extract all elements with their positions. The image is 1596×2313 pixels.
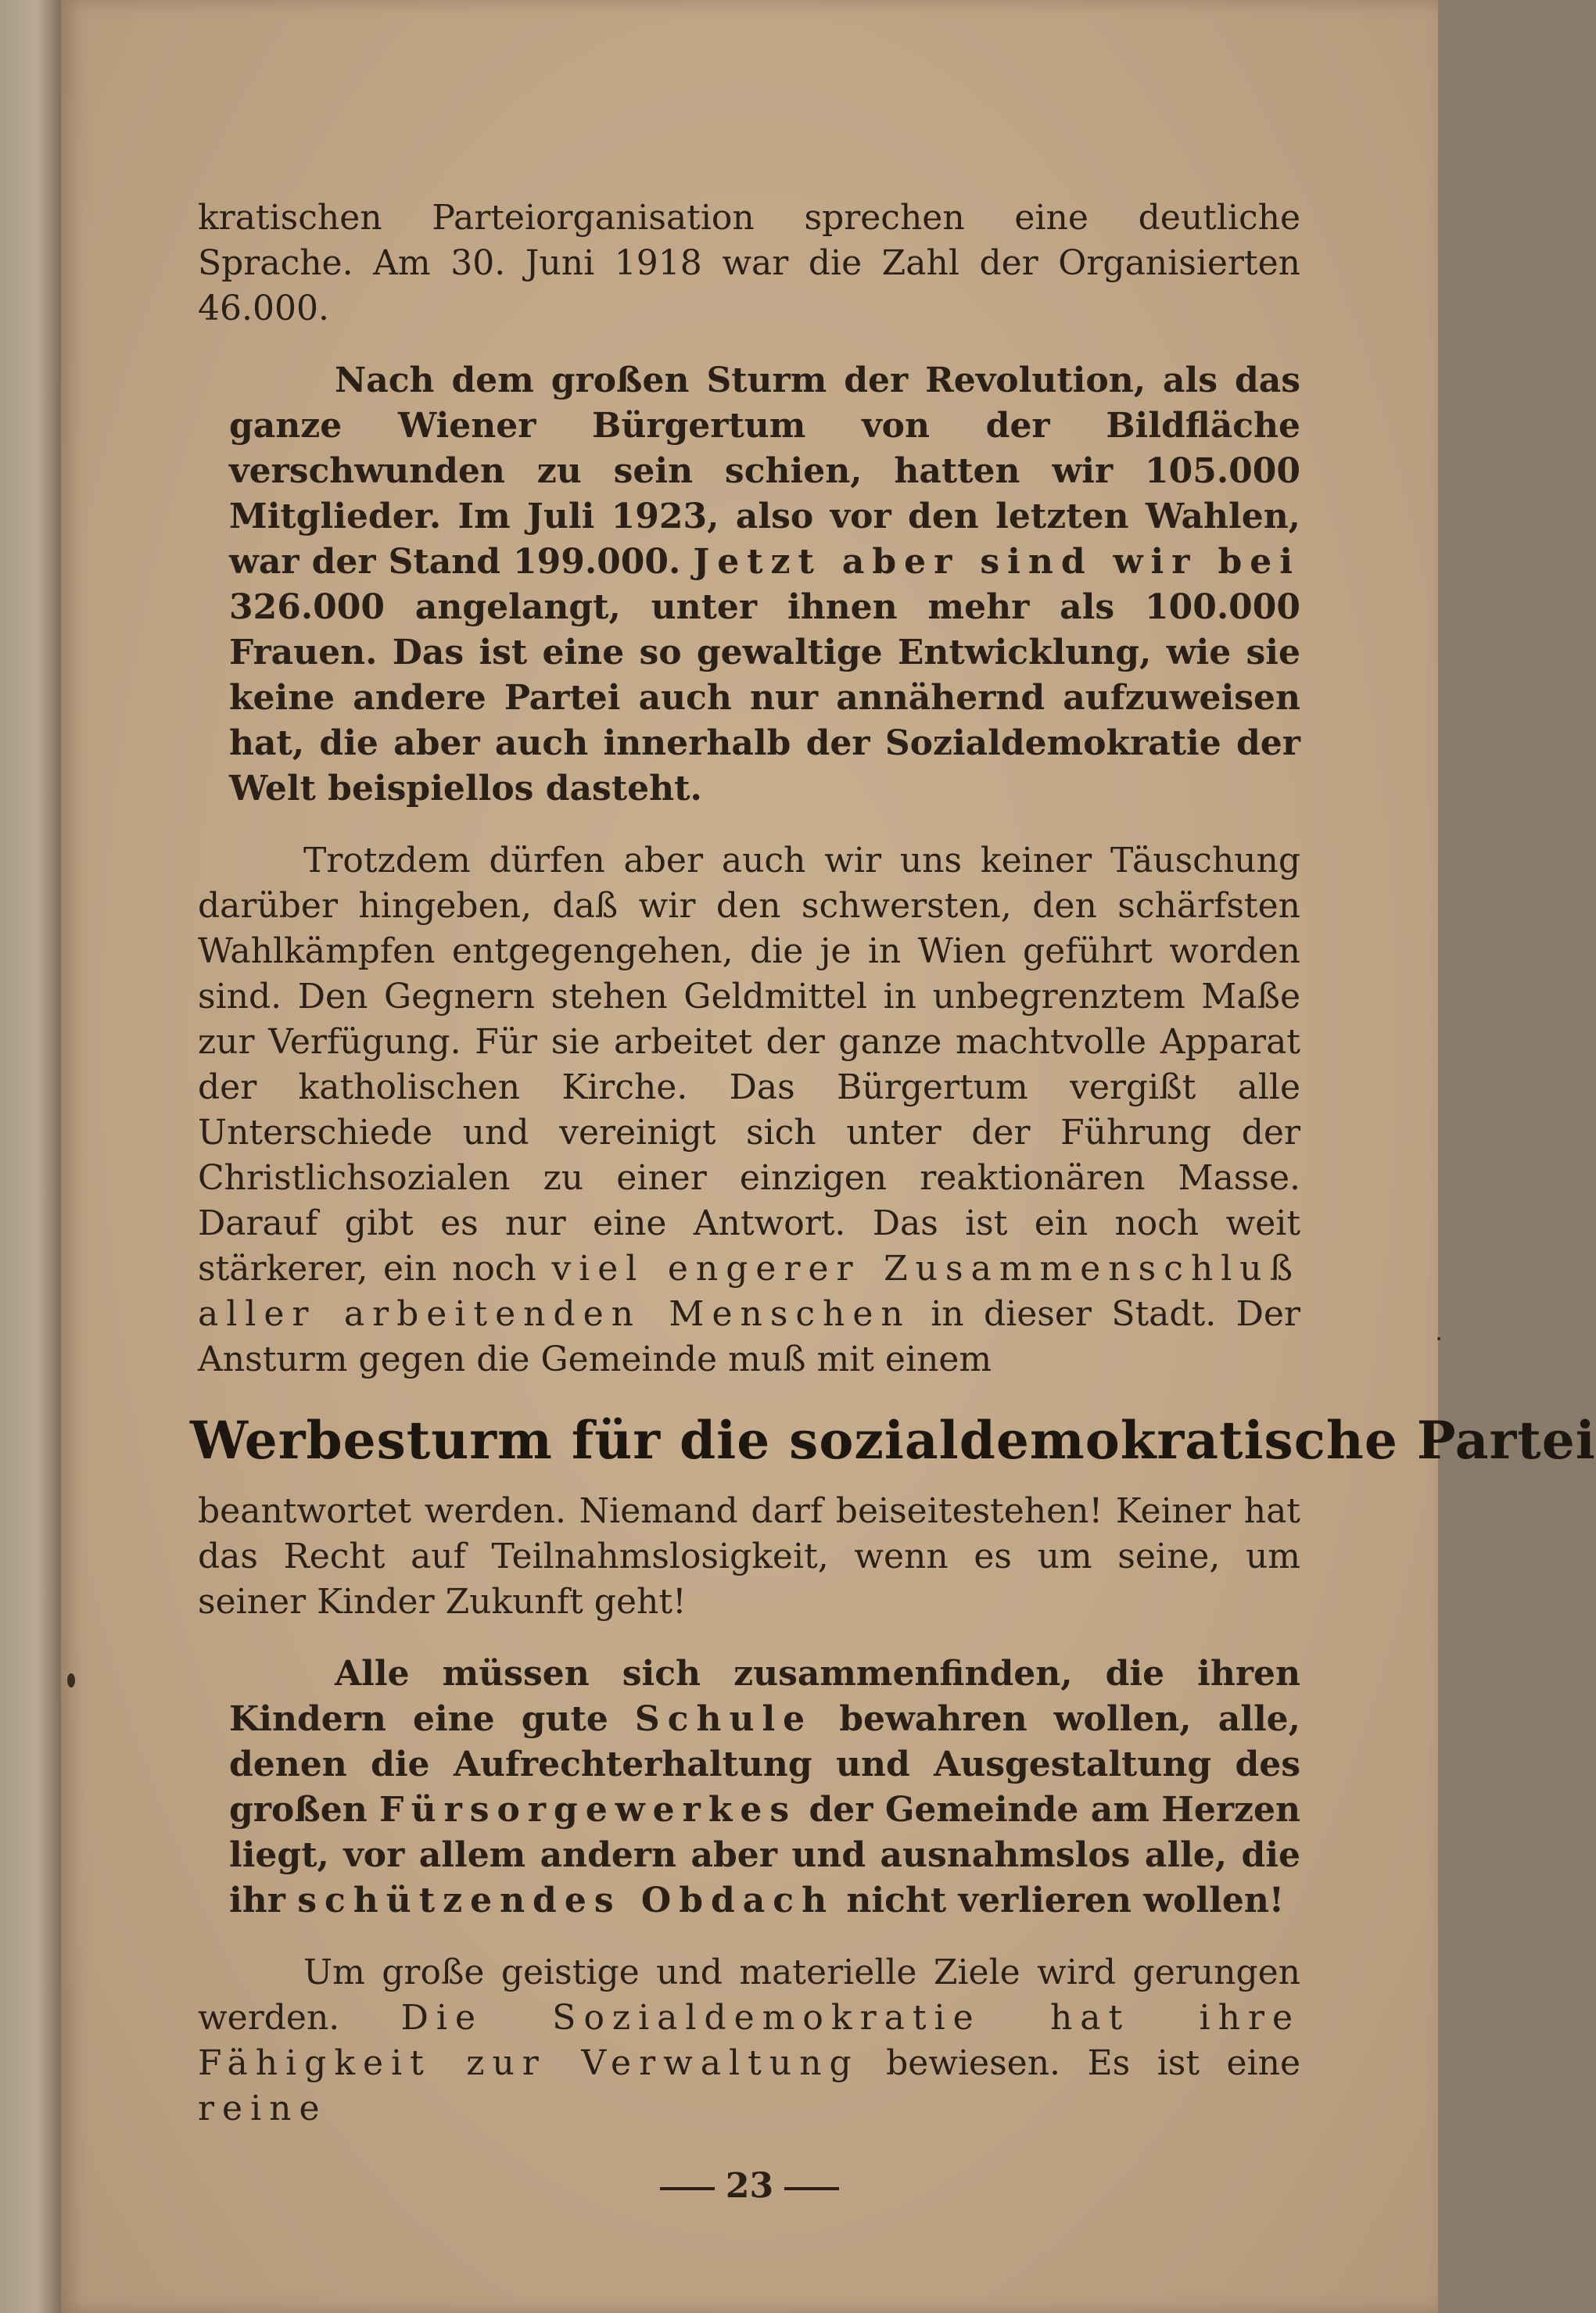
paragraph-5-text-3: der Gemeinde am Herzen liegt, vor allem andern aber und ausnahmslos alle, die ihr [229,1790,1300,1920]
paragraph-1 [198,195,1300,332]
paragraph-3-text-start: Trotzdem dürfen aber auch wir uns keiner Täuschung darüber hingeben, daß wir den schwersten, den schärfsten Wahlkämpfen entgegengehen, die je in Wien geführt worden sind. Den Gegnern stehen Geldmittel in unbegrenztem Maße zur Verfügung. Für sie arbeitet der ganze machtvolle Apparat der katholischen Kirche. Das Bürgertum vergißt alle Unterschiede und vereinigt sich unter der Führung der Christlichsozialen zu einer einzigen reaktionären Masse. Darauf gibt es nur eine Antwort. Das ist ein noch weit stärkerer, ein noch [198,841,1300,1289]
paragraph-2-text-start: Nach dem großen Sturm der Revolution, als das ganze Wiener Bürgertum von der Bildfläche verschwunden zu sein schien, hatten wir 105.000 Mitglieder. Im Juli 1923, also vor den letzten Wahlen, war der Stand 199.000. [229,360,1300,582]
paragraph-5-text-1: Alle müssen sich zusammenfinden, die ihren Kindern eine gute [229,1654,1300,1739]
paragraph-6-emphasis: Die Sozialdemokratie hat ihre Fähigkeit zur Verwaltung [198,1998,1300,2083]
paragraph-2 [198,358,1300,812]
headline: Werbesturm für die sozialdemokratische Partei [190,1410,1596,1471]
paragraph-5-emphasis-3: schützendes Obdach [297,1881,835,1920]
paragraph-6-emphasis-end: reine [198,2089,328,2128]
paragraph-6-text-mid: bewiesen. Es ist eine [886,2043,1300,2083]
paragraph-3-text-end: in dieser Stadt. Der Ansturm gegen die Gemeinde muß mit einem [198,1294,1300,1379]
paragraph-6 [198,1950,1300,2132]
paragraph-3 [198,838,1300,1382]
paper-speck [67,1673,75,1687]
page-number-dash-right [784,2187,839,2190]
paragraph-3-emphasis: viel engerer Zusammenschluß aller arbeitenden Menschen [198,1249,1301,1334]
paragraph-4-text: beantwortet werden. Niemand darf beiseitestehen! Keiner hat das Recht auf Teilnahmslosigkeit, wenn es um seine, um seiner Kinder Zukunft geht! [198,1491,1300,1622]
paragraph-6-text-start: Um große geistige und materielle Ziele wird gerungen werden. [198,1953,1300,2038]
book-spine-edge [0,0,61,2313]
paragraph-5-text-4: nicht verlieren wollen! [846,1881,1285,1920]
paragraph-5-emphasis-2: Fürsorgewerkes [379,1790,798,1830]
paragraph-5 [198,1651,1300,1924]
page-number [61,2166,1438,2206]
page-text [190,195,1596,2158]
page-number-value: 23 [725,2166,774,2206]
paper-speck [1437,1337,1440,1340]
paragraph-2-emphasis: Jetzt aber sind wir bei [693,542,1300,582]
book-page [61,0,1596,2313]
paragraph-1-text: kratischen Parteiorganisation sprechen eine deutliche Sprache. Am 30. Juni 1918 war die Zahl der Organisierten 46.000. [198,198,1300,328]
paragraph-2-text-end: 326.000 angelangt, unter ihnen mehr als 100.000 Frauen. Das ist eine so gewaltige Entwicklung, wie sie keine andere Partei auch nur annähernd aufzuweisen hat, die aber auch innerhalb der Sozialdemokratie der Welt beispiellos dasteht. [229,587,1300,809]
paragraph-5-emphasis-1: Schule [634,1699,813,1739]
paragraph-4 [198,1489,1300,1625]
page-number-dash-left [660,2187,715,2190]
paragraph-5-text-2: bewahren wollen, alle, denen die Aufrechterhaltung und Ausgestaltung des großen [229,1699,1300,1830]
